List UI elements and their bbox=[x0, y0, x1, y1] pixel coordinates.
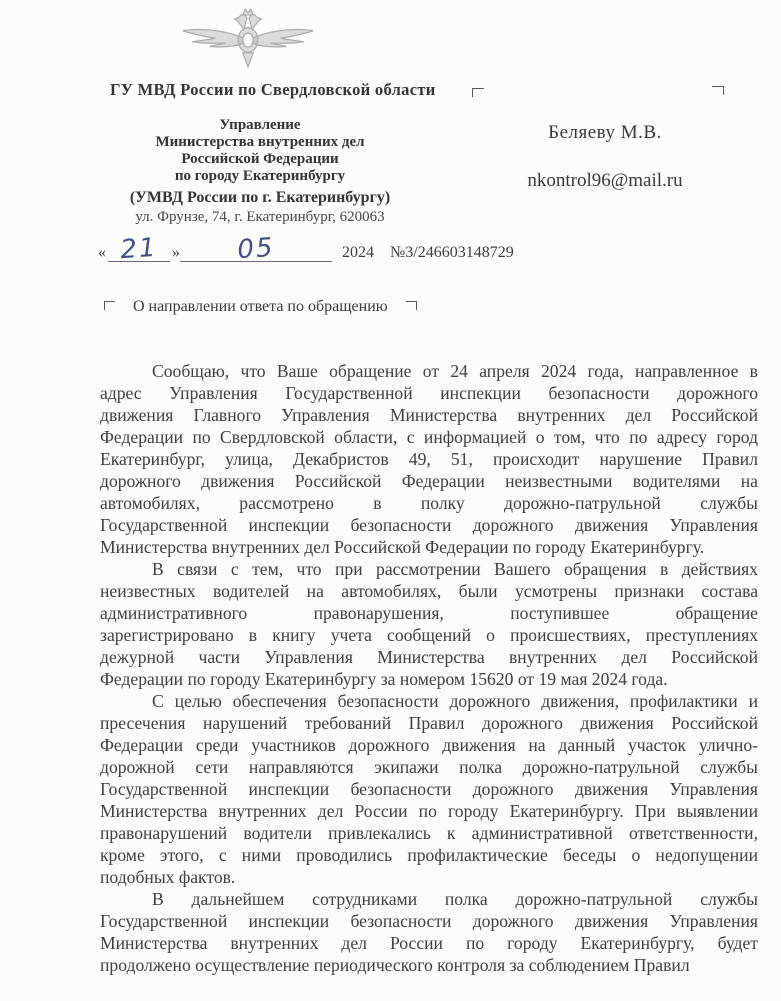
subject-line bbox=[104, 298, 417, 316]
body-line: подобных фактов. bbox=[100, 867, 236, 887]
subject-text: О направлении ответа по обращению bbox=[133, 298, 388, 315]
body-line: адрес Управления Государственной инспекции безопасности дорожного bbox=[100, 383, 758, 403]
body-line: В связи с тем, что при рассмотрении Вашего обращения в действиях bbox=[152, 559, 758, 579]
body-line: пресечения нарушений требований Правил дорожного движения Российской bbox=[100, 713, 758, 733]
body-line: Государственной инспекции безопасности дорожного движения Управления bbox=[100, 911, 758, 931]
subject-corner-left-icon bbox=[104, 301, 115, 310]
body-line: административного правонарушения, поступившее обращение bbox=[100, 603, 758, 623]
letterhead-address: ул. Фрунзе, 74, г. Екатеринбург, 620063 bbox=[135, 209, 385, 225]
body-line: дорожной сети направляются экипажи полка дорожно-патрульной службы bbox=[100, 757, 758, 777]
mvd-double-headed-eagle-icon bbox=[178, 6, 318, 74]
recipient-corner-left-icon bbox=[472, 88, 484, 97]
handwritten-day: 21 bbox=[119, 232, 159, 266]
body-line: Министерства внутренних дел Российской Федерации по городу Екатеринбургу. bbox=[100, 537, 705, 557]
body-line: Государственной инспекции безопасности дорожного движения Управления bbox=[100, 779, 758, 799]
body-line: Федерации по Свердловской области, с информацией о том, что по адресу город bbox=[100, 427, 758, 447]
body-line: автомобилях, рассмотрено в полку дорожно-патрульной службы bbox=[100, 493, 758, 513]
document-number: №3/246603148729 bbox=[390, 244, 514, 261]
letterhead-line: по городу Екатеринбургу bbox=[174, 168, 346, 184]
body-line: Государственной инспекции безопасности дорожного движения Управления bbox=[100, 515, 758, 535]
body-line: неизвестных водителей на автомобилях, были усмотрены признаки состава bbox=[100, 581, 758, 601]
open-quote: « bbox=[98, 244, 106, 261]
letterhead-abbreviation: (УМВД России по г. Екатеринбургу) bbox=[129, 189, 391, 206]
body-line: движения Главного Управления Министерства внутренних дел Российской bbox=[100, 405, 758, 425]
recipient-corner-right-icon bbox=[712, 86, 724, 95]
body-line: Федерации среди участников дорожного движения на данный участок улично- bbox=[100, 735, 758, 755]
recipient-name: Беляеву М.В. bbox=[548, 122, 662, 143]
year: 2024 bbox=[342, 244, 374, 261]
body-line: Министерства внутренних дел России по городу Екатеринбургу, будет bbox=[100, 933, 758, 953]
date-and-number-line bbox=[98, 232, 514, 266]
body-line: продолжено осуществление периодического контроля за соблюдением Правил bbox=[100, 955, 690, 975]
letterhead-block bbox=[95, 117, 425, 227]
body-line: С целью обеспечения безопасности дорожного движения, профилактики и bbox=[152, 691, 758, 711]
letterhead-line: Управление bbox=[219, 117, 301, 133]
body-line: Екатеринбург, улица, Декабристов 49, 51, происходит нарушение Правил bbox=[100, 449, 758, 469]
recipient-email: nkontrol96@mail.ru bbox=[527, 170, 683, 191]
body-line: Министерства внутренних дел России по городу Екатеринбургу. При выявлении bbox=[100, 801, 758, 821]
close-quote: » bbox=[172, 244, 180, 261]
body-line: правонарушений водители привлекались к административной ответственности, bbox=[100, 823, 758, 843]
body-line: кроме этого, с ними проводились профилактические беседы о недопущении bbox=[100, 845, 758, 865]
recipient-block bbox=[480, 122, 730, 192]
body-line: Сообщаю, что Ваше обращение от 24 апреля 2024 года, направленное в bbox=[152, 361, 758, 381]
letterhead-line: Российской Федерации bbox=[181, 151, 339, 167]
day-blank-field bbox=[108, 232, 170, 266]
body-line: дорожного движения Российской Федерации неизвестными водителями на bbox=[100, 471, 758, 491]
letter-body bbox=[100, 360, 758, 976]
handwritten-month: 05 bbox=[236, 232, 276, 266]
body-line: зарегистрировано в книгу учета сообщений о происшествиях, преступлениях bbox=[100, 625, 758, 645]
body-line: В дальнейшем сотрудниками полка дорожно-патрульной службы bbox=[152, 889, 758, 909]
month-blank-field bbox=[180, 232, 332, 266]
org-header: ГУ МВД России по Свердловской области bbox=[110, 80, 436, 99]
letterhead-line: Министерства внутренних дел bbox=[155, 134, 365, 150]
body-line: дежурной части Управления Министерства внутренних дел Российской bbox=[100, 647, 758, 667]
subject-corner-right-icon bbox=[406, 301, 417, 310]
body-line: Федерации по городу Екатеринбургу за номером 15620 от 19 мая 2024 года. bbox=[100, 669, 668, 689]
